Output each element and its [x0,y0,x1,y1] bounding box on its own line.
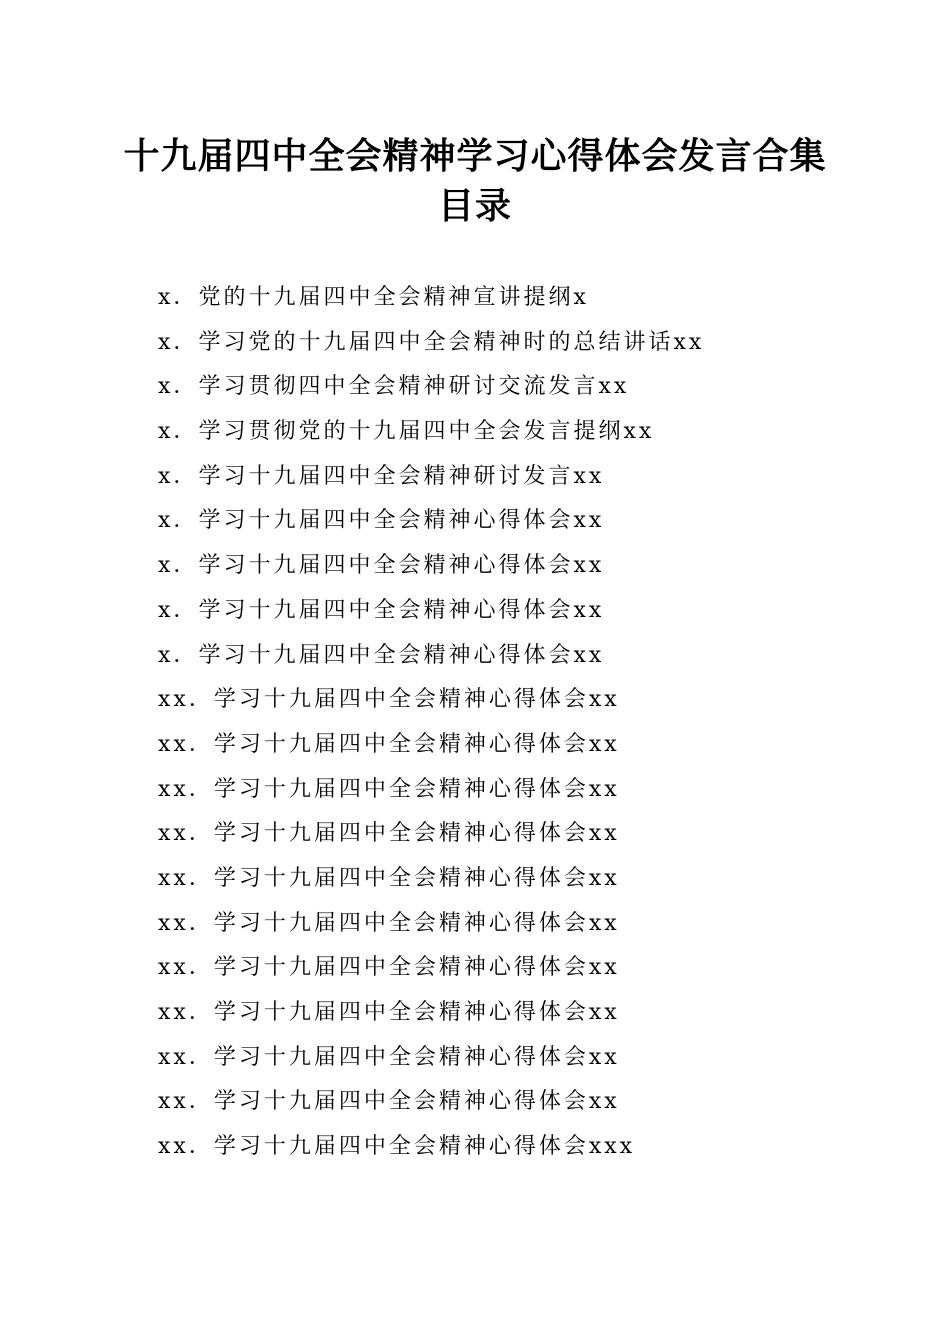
toc-entry-text: 学习十九届四中全会精神研讨发言 [198,463,574,489]
toc-entry-number: x [158,597,174,623]
toc-entry-number: x [158,419,174,445]
toc-entry-text: 学习十九届四中全会精神心得体会 [213,1134,589,1160]
toc-entry-page: xx [588,821,620,847]
toc-entry-text: 学习十九届四中全会精神心得体会 [213,955,589,981]
toc-entry-number: xx [158,865,189,891]
toc-entry-separator: ． [188,955,214,981]
toc-entry [158,544,798,589]
toc-entry-page: xx [573,597,605,623]
toc-entry-number: x [158,642,174,668]
toc-entry-separator: ． [173,553,199,579]
toc-entry [158,812,798,857]
toc-entry-page: xx [588,1044,620,1070]
toc-entry-page: xx [588,865,620,891]
toc-entry-number: xx [158,687,189,713]
toc-entry-separator: ． [173,419,199,445]
document-title: 十九届四中全会精神学习心得体会发言合集目录 [123,136,827,227]
toc-entry-text: 学习十九届四中全会精神心得体会 [213,1044,589,1070]
toc-entry-separator: ． [173,374,199,400]
toc-entry-number: xx [158,1000,189,1025]
toc-entry-page: xx [588,955,620,981]
toc-entry-page: xxx [588,1134,636,1160]
toc-entry [158,678,798,723]
toc-entry-separator: ． [188,910,214,936]
toc-entry-page: xx [673,329,705,355]
toc-entry-number: x [158,553,174,579]
toc-entry [158,1125,798,1170]
toc-entry [158,946,798,991]
toc-entry-separator: ． [188,865,214,891]
toc-entry-page: xx [573,463,605,489]
toc-entry [158,276,798,321]
toc-entry [158,410,798,455]
toc-entry-page: xx [573,508,605,534]
toc-entry-separator: ． [173,285,199,310]
toc-entry-separator: ． [188,776,214,802]
toc-entry-separator: ． [188,1044,214,1070]
toc-entry-number: xx [158,1089,189,1115]
toc-entry-number: x [158,285,174,310]
toc-entry-text: 学习十九届四中全会精神心得体会 [213,1000,589,1025]
toc-entry-text: 党的十九届四中全会精神宣讲提纲 [198,285,574,310]
toc-entry-text: 学习十九届四中全会精神心得体会 [213,821,589,847]
toc-entry [158,1080,798,1125]
toc-entry-page: xx [588,731,620,757]
toc-entry-number: x [158,374,174,400]
toc-entry-text: 学习贯彻党的十九届四中全会发言提纲 [198,419,624,445]
toc-entry-separator: ． [188,731,214,757]
toc-entry-page: xx [623,419,655,445]
toc-entry-separator: ． [188,687,214,713]
toc-entry-separator: ． [173,508,199,534]
toc-entry [158,455,798,500]
toc-entry-page: x [573,285,589,310]
toc-entry-page: xx [598,374,630,400]
toc-entry-text: 学习贯彻四中全会精神研讨交流发言 [198,374,599,400]
toc-entry-text: 学习十九届四中全会精神心得体会 [213,731,589,757]
toc-entry-page: xx [588,1089,620,1115]
toc-entry [158,768,798,813]
toc-entry-separator: ． [173,329,199,355]
toc-entry-number: xx [158,821,189,847]
toc-entry-page: xx [573,642,605,668]
toc-entry [158,365,798,410]
toc-entry-text: 学习十九届四中全会精神心得体会 [213,865,589,891]
toc-entry-separator: ． [173,642,199,668]
toc-entry-text: 学习十九届四中全会精神心得体会 [198,508,574,534]
toc-entry-separator: ． [173,597,199,623]
toc-entry-number: x [158,463,174,489]
toc-entry [158,499,798,544]
toc-entry-text: 学习十九届四中全会精神心得体会 [198,642,574,668]
toc-entry [158,589,798,634]
toc-entry-separator: ． [173,463,199,489]
toc-entry-text: 学习十九届四中全会精神心得体会 [213,910,589,936]
toc-entry-text: 学习十九届四中全会精神心得体会 [213,687,589,713]
toc-entry-separator: ． [188,1089,214,1115]
toc-entry-page: xx [573,553,605,579]
toc-entry-text: 学习十九届四中全会精神心得体会 [213,776,589,802]
toc-entry [158,634,798,679]
toc-entry-page: xx [588,910,620,936]
toc-entry-text: 学习十九届四中全会精神心得体会 [213,1089,589,1115]
toc-entry-number: x [158,329,174,355]
table-of-contents [158,276,798,1170]
toc-entry-page: xx [588,687,620,713]
toc-entry-page: xx [588,1000,620,1025]
toc-entry-separator: ． [188,1134,214,1160]
toc-entry-number: xx [158,910,189,936]
toc-entry-separator: ． [188,821,214,847]
toc-entry [158,1036,798,1081]
toc-entry-text: 学习十九届四中全会精神心得体会 [198,597,574,623]
toc-entry-page: xx [588,776,620,802]
toc-entry-number: xx [158,1044,189,1070]
toc-entry [158,857,798,902]
toc-entry-number: xx [158,1134,189,1160]
toc-entry-number: xx [158,955,189,981]
toc-entry-number: x [158,508,174,534]
toc-entry-text: 学习十九届四中全会精神心得体会 [198,553,574,579]
toc-entry-number: xx [158,776,189,802]
toc-entry-separator: ． [188,1000,214,1025]
toc-entry-number: xx [158,731,189,757]
toc-entry-text: 学习党的十九届四中全会精神时的总结讲话 [198,329,674,355]
toc-entry [158,991,798,1036]
toc-entry [158,723,798,768]
toc-entry [158,902,798,947]
toc-entry [158,321,798,366]
